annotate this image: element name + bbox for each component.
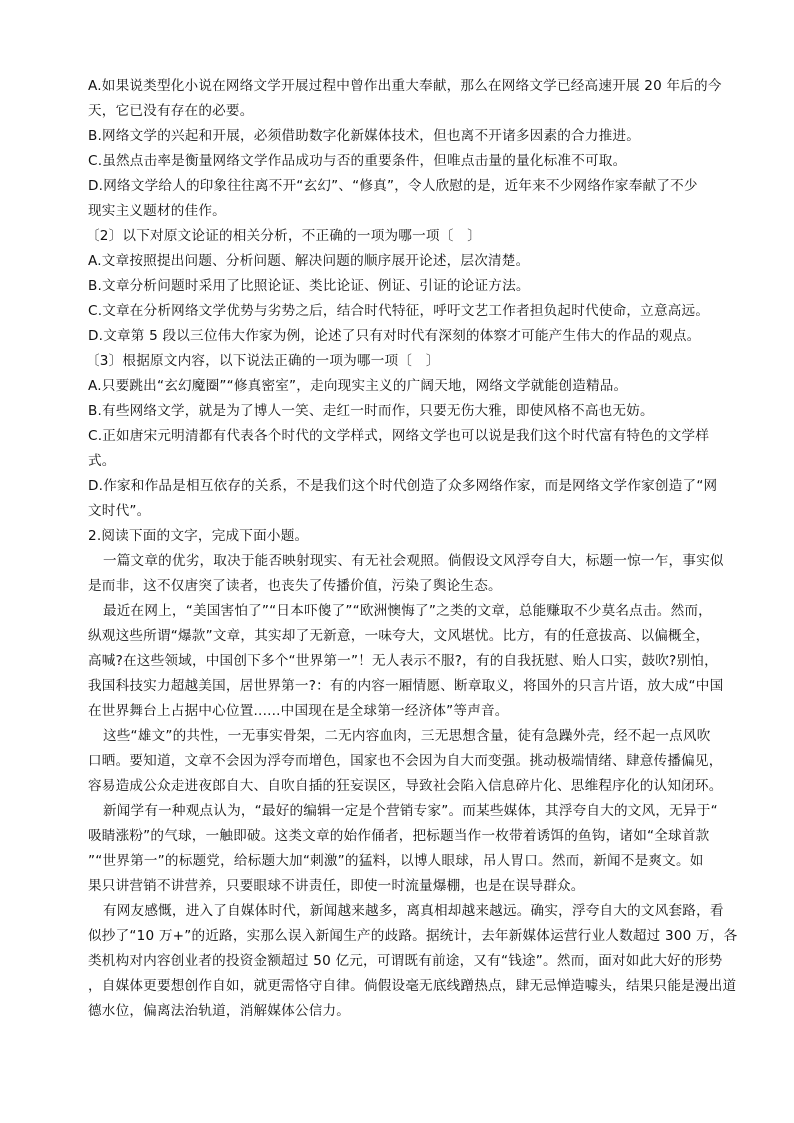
option-c-line: C.虽然点击率是衡量网络文学作品成功与否的重要条件，但唯点击量的量化标准不可取。 — [88, 153, 627, 169]
q3-option-b: B.有些网络文学，就是为了博人一笑、走红一时而作，只要无伤大雅，即使风格不高也无妨。 — [88, 403, 654, 419]
q2-option-a: A.文章按照提出问题、分析问题、解决问题的顺序展开论述，层次清楚。 — [88, 253, 530, 269]
passage-p5-line-3: 类机构对内容创业者的投资金额超过 50 亿元，可谓既有前途，又有“钱途”。然而，面对如此大好的形势 — [88, 953, 723, 969]
passage-p2-line-4: 我国科技实力超越美国，居世界第一?：有的内容一厢情愿、断章取义，将国外的只言片语，放大成“中国 — [88, 678, 724, 694]
q3-option-c-line-2: 式。 — [88, 453, 116, 469]
passage-p5-line-2: 似抄了“10 万+”的近路，实那么误入新闻生产的歧路。据统计，去年新媒体运营行业人数超过 300 万，各 — [88, 928, 738, 944]
option-a-line-1: A.如果说类型化小说在网络文学开展过程中曾作出重大奉献，那么在网络文学已经高速开展 20 年后的今 — [88, 78, 722, 94]
passage-p4-line-1: 新闻学有一种观点认为，“最好的编辑一定是个营销专家”。而某些媒体，其浮夸自大的文风，无异于“ — [102, 803, 718, 819]
q2-option-d: D.文章第 5 段以三位伟大作家为例，论述了只有对时代有深刻的体察才可能产生伟大的作品的观点。 — [88, 328, 701, 344]
q3-option-a: A.只要跳出“玄幻魔圈”“修真密室”，走向现实主义的广阔天地，网络文学就能创造精品。 — [88, 378, 628, 394]
passage-p3-line-3: 容易造成公众走进夜郎自大、自吹自插的狂妄误区，导致社会陷入信息碎片化、思维程序化的认知闭环。 — [88, 778, 723, 794]
q3-option-c-line-1: C.正如唐宋元明清都有代表各个时代的文学样式，网络文学也可以说是我们这个时代富有特色的文学样 — [88, 428, 710, 444]
passage-p2-line-5: 在世界舞台上占据中心位置......中国现在是全球第一经济体”等声音。 — [88, 703, 509, 719]
q2-option-c: C.文章在分析网络文学优势与劣势之后，结合时代特征，呼吁文艺工作者担负起时代使命，立意高远。 — [88, 303, 710, 319]
option-d-line-1: D.网络文学给人的印象往往离不开“玄幻”、“修真”，令人欣慰的是，近年来不少网络作家奉献了不少 — [88, 178, 698, 194]
q2-option-b: B.文章分析问题时采用了比照论证、类比论证、例证、引证的论证方法。 — [88, 278, 530, 294]
q3-option-d-line-1: D.作家和作品是相互依存的关系，不是我们这个时代创造了众多网络作家，而是网络文学作家创造了“网 — [88, 478, 718, 494]
passage-p1-line-2: 是而非，这不仅唐突了读者，也丧失了传播价值，污染了舆论生态。 — [88, 578, 502, 594]
document-page — [86, 74, 738, 1024]
option-a-line-2: 天，它已没有存在的必要。 — [88, 103, 254, 119]
question-2-stem: 〔2〕以下对原文论证的相关分析，不正确的一项为哪一项〔 〕 — [86, 228, 482, 244]
passage-p5-line-4: ，自媒体更要想创作自如，就更需恪守自律。倘假设毫无底线蹭热点，肆无忌惮造噱头，结果只能是漫出道 — [88, 978, 737, 994]
passage-p1-line-1: 一篇文章的优劣，取决于能否映射现实、有无社会观照。倘假设文风浮夸自大，标题一惊一乍，事实似 — [102, 553, 724, 569]
q3-option-d-line-2: 文时代”。 — [88, 503, 151, 519]
passage-p3-line-2: 口晒。要知道，文章不会因为浮夸而增色，国家也不会因为自大而变强。挑动极端情绪、肆意传播偏见， — [88, 753, 723, 769]
passage-p5-line-1: 有网友感慨，进入了自媒体时代，新闻越来越多，离真相却越来越远。确实，浮夸自大的文风套路，看 — [102, 903, 724, 919]
passage-p3-line-1: 这些“雄文”的共性，一无事实骨架，二无内容血肉，三无思想含量，徒有急躁外壳，经不起一点风吹 — [102, 728, 711, 744]
passage-p4-line-4: 果只讲营销不讲营养，只要眼球不讲责任，即使一时流量爆棚，也是在误导群众。 — [88, 878, 585, 894]
reading-task-heading: 2.阅读下面的文字，完成下面小题。 — [88, 528, 309, 544]
passage-p2-line-3: 高喊?在这些领域，中国创下多个“世界第一”！无人表示不服?，有的自我抚慰、贻人口实，鼓吹?别怕， — [88, 653, 718, 669]
passage-p2-line-1: 最近在网上，“美国害怕了”“日本吓傻了”“欧洲懊悔了”之类的文章，总能赚取不少莫名点击。然而， — [102, 603, 712, 619]
question-3-stem: 〔3〕根据原文内容，以下说法正确的一项为哪一项〔 〕 — [86, 353, 440, 369]
option-b-line: B.网络文学的兴起和开展，必须借助数字化新媒体技术，但也离不开诸多因素的合力推进。 — [88, 128, 640, 144]
passage-p5-line-5: 德水位，偏离法治轨道，消解媒体公信力。 — [88, 1003, 351, 1019]
passage-p4-line-2: 吸睛涨粉”的气球，一触即破。这类文章的始作俑者，把标题当作一枚带着诱饵的鱼钩，诸如“全球首款 — [88, 828, 710, 844]
option-d-line-2: 现实主义题材的佳作。 — [88, 203, 226, 219]
passage-p2-line-2: 纵观这些所谓“爆款”文章，其实却了无新意，一味夸大，文风堪忧。比方，有的任意拔高、以偏概全， — [88, 628, 710, 644]
passage-p4-line-3: ”“世界第一”的标题党，给标题大加“刺激”的猛料，以博人眼球，吊人胃口。然而，新闻不是爽文。如 — [88, 853, 704, 869]
